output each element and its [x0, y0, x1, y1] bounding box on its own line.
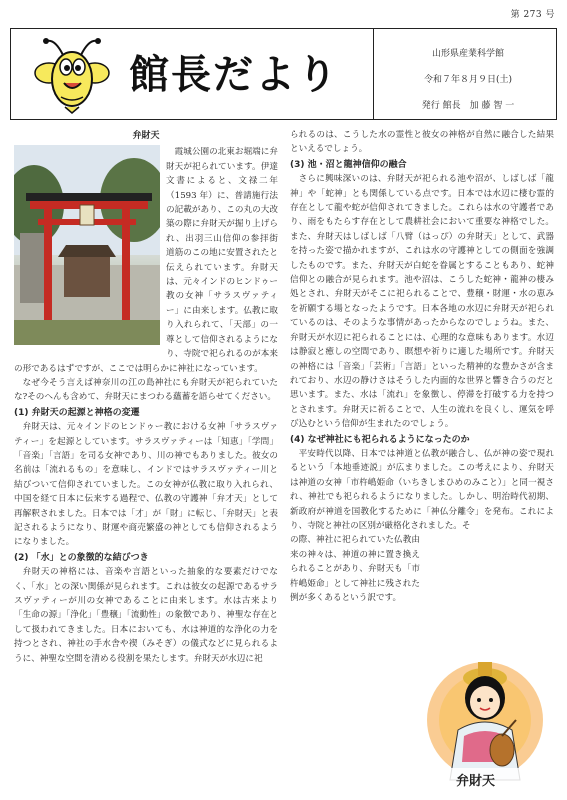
- section-4-title: (4) なぜ神社にも祀られるようになったのか: [290, 434, 470, 445]
- shrine-photo: [14, 145, 160, 345]
- issue-number: 第 273 号: [510, 10, 555, 20]
- benzaiten-figure-icon: [420, 650, 550, 790]
- section-3-title: (3) 池・沼と龍神信仰の融合: [290, 159, 407, 170]
- section-2-title: (2) 「水」との象徴的な結びつき: [14, 552, 149, 563]
- section-3-body: さらに興味深いのは、弁財天が祀られる池や沼が、しばしば「龍神」や「蛇神」とも関係している点です。日本では水辺に棲む霊的存在として龍や蛇が信仰されてきました。これらは水の守護者であり、雨をもたらす存在として農耕社会において重要な神格でした。また、弁財天はしばしば「八臂（はっぴ）の弁財天」として、武器を持った姿で描かれますが、これは水の守護神としての側面を強調したものです。また、弁財天が白蛇を眷属とすることもあり、蛇神信仰との融合が見られます。池や沼は、こうした蛇神・龍神の棲み処とされ、弁財天がそこに祀られることで、豊穣・財運・水の恵みを祈願する場となったようです。日本各地の水辺に弁財天が祀られているのは、そのような事情があったからなのでしょうね。また、弁財天が水辺に祀られることには、心理的な意味もあります。水辺は静寂と癒しの空間であり、瞑想や祈りに適した場所です。弁財天の神格には「音楽」「芸術」「言語」といった精神的な豊かさが含まれており、水辺の静けさはそうした内面的な世界と響き合うのだと思います。また、水は「流れ」を象徴し、停滞を打破する力を持つとされます。弁財天に祈ることで、人生の流れを良くし、運気を呼び込むという信仰が生まれたのでしょう。: [290, 174, 554, 430]
- newsletter-header: [10, 28, 557, 120]
- section-1-title: (1) 弁財天の起源と神格の変遷: [14, 407, 140, 418]
- section-4-body: 平安時代以降、日本では神道と仏教が融合し、仏が神の姿で現れるという「本地垂迹説」が広まりました。この考えにより、弁財天は神道の女神「市杵嶋姫命（いちきしまひめのみこと）」と同一視され、神社でも祀られるようになりました。しかし、明治時代初期、新政府が神道を国教化するために「神仏分離令」を発布。これにより、寺院と神社の区別が厳格化されました。そ: [290, 448, 554, 531]
- header-divider: [373, 29, 374, 119]
- continued-paragraph: られるのは、こうした水の霊性と彼女の神格が自然に融合した結果といえるでしょう。: [290, 130, 554, 155]
- header-info: [383, 41, 553, 119]
- benzaiten-illustration: [420, 650, 550, 790]
- bee-mascot-logo: [33, 35, 113, 115]
- section-1-body: 弁財天は、元々インドのヒンドゥー教における女神「サラスヴァティー」を起源としています。サラスヴァティーは「知恵」「学問」「音楽」「言語」を司る女神であり、川の神でもありました。彼女の名前は「流れるもの」を意味し、インドではサラスヴァティー川と結びついて信仰されていました。この女神が仏教に取り入れられ、中国を経て日本に伝来する過程で、仏教の守護神「弁才天」として再解釈されました。日本では「才」が「財」に転じ、「弁財天」と表記されるようになり、財運や商売繁盛の神としても信仰されるようになりました。: [14, 422, 278, 548]
- article-heading: 弁財天: [132, 131, 160, 141]
- intro-paragraph-1: 霞城公園の北東お堀端に弁財天が祀られています。伊達文書によると、文禄二年（1593 年）に、普請施行法の記載があり、この丸の大改築の際に弁財天が掘り上げられ、出羽三山信仰の参拝街道筋のこの地に安置されたと伝えられています。弁財天は、元々インドのヒンドゥー教の女神「サラスヴァティー」に由来します。仏教に取り入れられて、「天部」の一尊として信仰されるようになり、寺院で祀られるのが本来の形であるはずですが、ここでは明らかに神社になっています。: [14, 147, 278, 374]
- right-column: [290, 128, 554, 605]
- intro-paragraph-2: なぜ今そう言えば神奈川の江の島神社にも弁財天が祀られていたな?そのへんも含めて、弁財天にまつわる蘊蓄を語らせてください。: [14, 377, 278, 403]
- museum-name: 山形県産業科学館: [431, 49, 504, 59]
- section-4-tail: の際、神社に祀られていた仏教由来の神々は、神道の神に置き換えられることがあり、弁財天も「市杵嶋姫命」として神社に残された例が多くあるという訳です。: [290, 535, 420, 603]
- newsletter-title: 館長だより: [129, 52, 339, 98]
- deity-label: 弁財天: [456, 774, 496, 789]
- issuer: 発行 館長 加 藤 智 一: [421, 101, 515, 111]
- issue-date: 令和７年８月９日(土): [423, 75, 513, 85]
- torii-gate-image: [14, 145, 160, 345]
- left-column: [14, 128, 278, 666]
- section-2-body: 弁財天の神格には、音楽や言語といった抽象的な要素だけでなく、「水」との深い関係が見られます。これは彼女の起源であるサラスヴァティーが川の女神であることに由来します。水は古来より「生命の源」「浄化」「豊穣」「流動性」の象徴であり、神聖な存在として扱われてきました。日本においても、水は神道的な浄化の力を持つとされ、神社の手水舎や禊（みそぎ）の儀式などに見られるように、神聖な空間を清める役割を果たします。弁財天が水辺に祀: [14, 567, 278, 664]
